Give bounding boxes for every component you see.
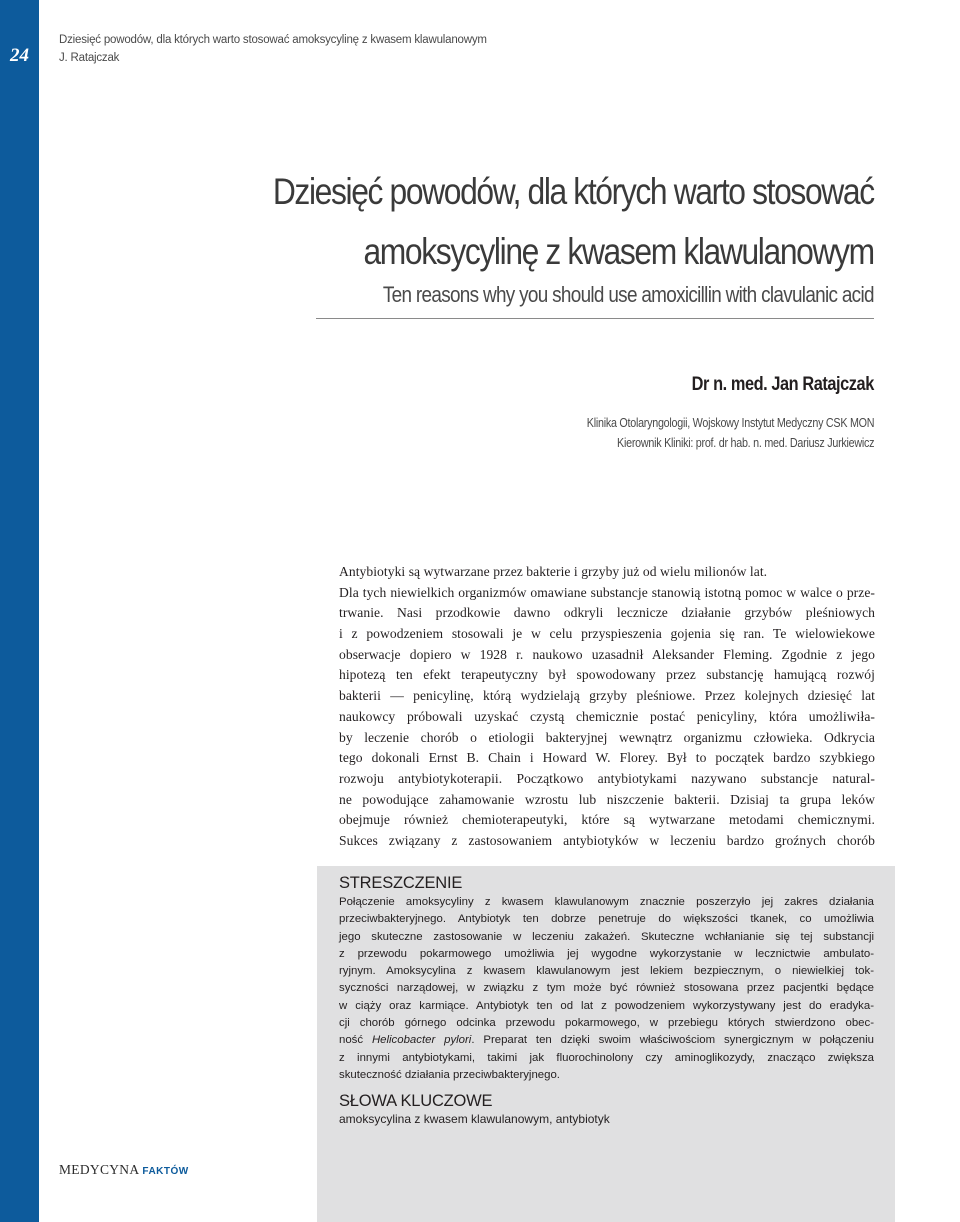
body-line: rozwoju antybiotykoterapii. Początkowo antybiotykami nazywano substancje natural- [339,770,875,786]
body-line: Dla tych niewielkich organizmów omawiane substancje stanowią istotną pomoc w walce o prze- [339,584,875,600]
journal-logo-part-1: MEDYCYNA [59,1162,140,1177]
author-affiliation [587,413,874,453]
title-divider [316,318,874,319]
body-line: obejmuje również chemioterapeutyki, które są wytwarzane metodami chemicznymi. [339,812,875,828]
abstract-line: skuteczność działania przeciwbakteryjnego. [339,1068,560,1081]
abstract-line-9-suffix: . Preparat ten dzięki swoim właściwościom synergicznym w połączeniu [471,1034,874,1047]
abstract-line: ryjnym. Amoksycylina z kwasem klawulanowym jest lekiem bezpiecznym, o niewielkiej tok- [339,965,874,978]
abstract-heading: STRESZCZENIE [339,874,463,892]
running-head-title: Dziesięć powodów, dla których warto stosować amoksycylinę z kwasem klawulanowym [59,34,487,46]
abstract-line: w ciąży oraz karmiące. Antybiotyk ten od lat z powodzeniem wykorzystywany jest do eradyka- [339,999,874,1012]
abstract-line: z przewodu pokarmowego umożliwia jej wygodne wykorzystanie w lecznictwie ambulato- [339,947,874,960]
abstract-line: cji chorób górnego odcinka przewodu pokarmowego, w przebiegu których stwierdzono obec- [339,1017,874,1030]
body-line: naukowcy próbowali uzyskać czystą chemicznie postać penicyliny, która umożliwiła- [339,708,875,724]
keywords-heading: SŁOWA KLUCZOWE [339,1092,493,1110]
body-line: i z powodzeniem stosowali je w celu przyspieszenia gojenia się ran. Te wielowiekowe [339,626,875,642]
affiliation-line-2: Kierownik Kliniki: prof. dr hab. n. med. Dariusz Jurkiewicz [616,436,874,450]
article-title [273,162,874,282]
running-head [59,31,487,67]
body-line: hipotezą ten efekt terapeutyczny był spowodowany przez substancję hamującą rozwój [339,667,875,683]
body-line: Sukces związany z zastosowaniem antybiotyków w leczeniu bardzo groźnych chorób [339,832,875,848]
body-line: by leczenie chorób o etiologii bakteryjnej wewnątrz organizmu człowieka. Odkrycia [339,729,875,745]
body-line: bakterii — penicylinę, którą wydzielają grzyby pleśniowe. Przez kolejnych dziesięć lat [339,688,875,704]
abstract-line-9-prefix: ność [339,1034,372,1047]
abstract-line: syczności narządowej, w związku z tym może być również stosowana przez pacjentki będące [339,982,874,995]
page-number: 24 [10,45,29,66]
abstract-line: jego skuteczne zastosowanie w leczeniu zakażeń. Skuteczne wchłanianie się tej substancji [339,930,874,943]
body-line: ne powodujące zahamowanie wzrostu lub niszczenie bakterii. Dzisiaj ta grupa leków [339,791,875,807]
body-line: obserwacje dopiero w 1928 r. naukowo uzasadnił Aleksander Fleming. Zgodnie z jego [339,646,875,662]
keywords-text: amoksycylina z kwasem klawulanowym, antybiotyk [339,1112,610,1126]
body-line: tego dokonali Ernst B. Chain i Howard W. Florey. Był to początek bardzo szybkiego [339,750,875,766]
article-body [339,562,875,852]
abstract-text [339,894,874,1084]
article-title-line-2: amoksycylinę z kwasem klawulanowym [363,231,874,272]
author-name: Dr n. med. Jan Ratajczak [691,374,874,395]
body-line: trwanie. Nasi przodkowie dawno odkryli lecznicze działanie grzybów pleśniowych [339,605,875,621]
journal-logo-part-2: FAKTÓW [142,1166,189,1177]
journal-logo [59,1161,189,1179]
running-head-author: J. Ratajczak [59,52,120,64]
article-subtitle: Ten reasons why you should use amoxicillin with clavulanic acid [383,282,874,307]
article-title-line-1: Dziesięć powodów, dla których warto stosować [273,171,874,212]
abstract-line: z innymi antybiotykami, takimi jak fluorochinolony czy aminoglikozydy, znacząco zwiększa [339,1051,874,1064]
abstract-line: przeciwbakteryjnego. Antybiotyk ten dobrze penetruje do większości tkanek, co umożliwia [339,913,874,926]
affiliation-line-1: Klinika Otolaryngologii, Wojskowy Instytut Medyczny CSK MON [586,416,874,430]
sidebar-band [0,0,39,1222]
abstract-species-name: Helicobacter pylori [371,1034,472,1047]
abstract-line [339,1032,874,1049]
abstract-line: Połączenie amoksycyliny z kwasem klawulanowym znacznie poszerzyło jej zakres działania [339,896,874,908]
body-line: Antybiotyki są wytwarzane przez bakterie i grzyby już od wielu milionów lat. [339,564,768,579]
